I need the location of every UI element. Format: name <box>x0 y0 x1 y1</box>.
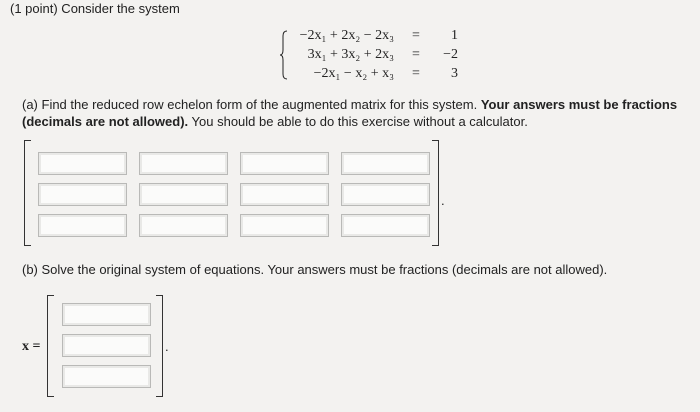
equation-row-3: −2x₁ − x₂ + x₃ = 3 <box>313 66 458 81</box>
solution-cell-x3[interactable] <box>62 365 151 388</box>
rref-input-r1-c3[interactable] <box>241 153 328 174</box>
rref-input-r3-c2[interactable] <box>140 215 227 236</box>
rref-cell-r2-c4[interactable] <box>341 183 430 206</box>
solution-input-x1[interactable] <box>63 304 150 325</box>
matrix-left-bracket <box>24 140 31 246</box>
solution-input-x3[interactable] <box>63 366 150 387</box>
intro-text: (1 point) Consider the system <box>10 1 180 16</box>
rref-input-r1-c1[interactable] <box>39 153 126 174</box>
rref-input-r2-c3[interactable] <box>241 184 328 205</box>
solution-cell-x1[interactable] <box>62 303 151 326</box>
equation-system <box>278 28 478 84</box>
vector-right-bracket <box>156 295 163 397</box>
x-label: x = <box>22 339 41 354</box>
rref-input-r3-c3[interactable] <box>241 215 328 236</box>
rref-cell-r2-c1[interactable] <box>38 183 127 206</box>
equation-row-2: 3x₁ + 3x₂ + 2x₃ = −2 <box>307 47 458 62</box>
rref-input-r1-c4[interactable] <box>342 153 429 174</box>
rref-cell-r1-c3[interactable] <box>240 152 329 175</box>
rref-cell-r3-c1[interactable] <box>38 214 127 237</box>
vector-left-bracket <box>47 295 54 397</box>
solution-input-x2[interactable] <box>63 335 150 356</box>
rref-cell-r1-c2[interactable] <box>139 152 228 175</box>
part-a-instructions: (a) Find the reduced row echelon form of the augmented matrix for this system. Your answers must be fractions (decimals are not allowed). You should be able to do this exercise without a calculator. <box>22 97 678 129</box>
rref-cell-r2-c2[interactable] <box>139 183 228 206</box>
rref-input-r2-c1[interactable] <box>39 184 126 205</box>
rref-input-r1-c2[interactable] <box>140 153 227 174</box>
rref-cell-r3-c4[interactable] <box>341 214 430 237</box>
rref-cell-r3-c3[interactable] <box>240 214 329 237</box>
rref-input-r3-c4[interactable] <box>342 215 429 236</box>
rref-cell-r1-c4[interactable] <box>341 152 430 175</box>
equation-row-1: −2x₁ + 2x₂ − 2x₃ = 1 <box>299 28 458 43</box>
rref-input-r2-c2[interactable] <box>140 184 227 205</box>
rref-cell-r3-c2[interactable] <box>139 214 228 237</box>
rref-cell-r2-c3[interactable] <box>240 183 329 206</box>
rref-input-r2-c4[interactable] <box>342 184 429 205</box>
part-b-instructions: (b) Solve the original system of equations. Your answers must be fractions (decimals are not allowed). <box>22 262 608 277</box>
solution-cell-x2[interactable] <box>62 334 151 357</box>
matrix-right-bracket <box>432 140 439 246</box>
rref-cell-r1-c1[interactable] <box>38 152 127 175</box>
rref-input-r3-c1[interactable] <box>39 215 126 236</box>
